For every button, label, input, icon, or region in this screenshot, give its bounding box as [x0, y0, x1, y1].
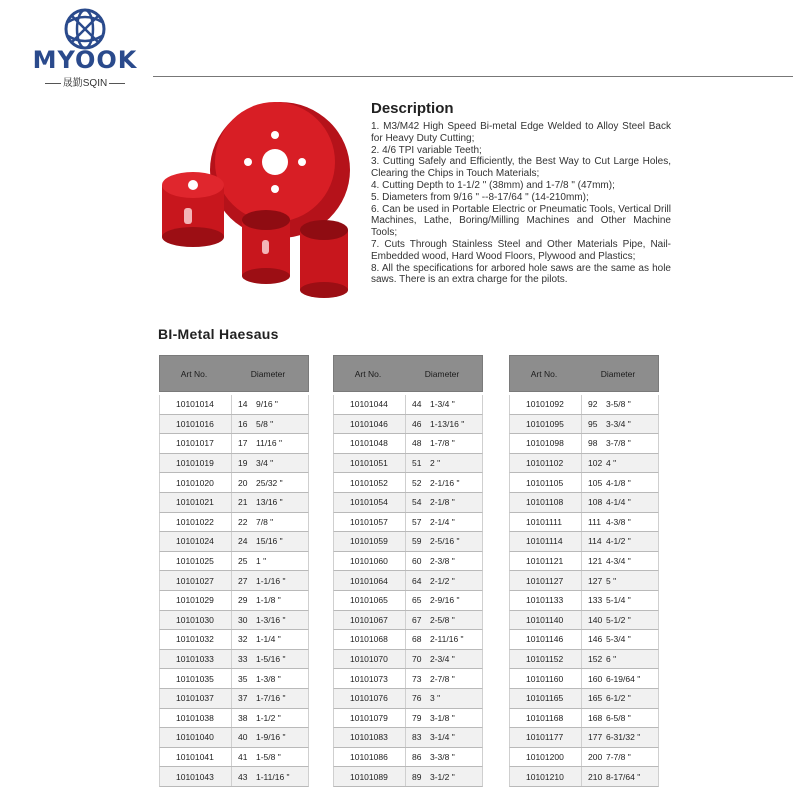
description-item: 6. Can be used in Portable Electric or Pneumatic Tools, Vertical Drill Machines, Lathe, Boring/Milling Machines and Other Machine Tools;: [371, 203, 671, 239]
diameter-inch-cell: 6-5/8 ": [606, 712, 631, 723]
table-row: [509, 415, 659, 435]
diameter-inch-cell: 4-1/2 ": [606, 536, 631, 547]
diameter-inch-cell: 2-11/16 ": [430, 634, 464, 645]
diameter-header: Diameter: [424, 368, 460, 379]
diameter-mm-cell: 102: [588, 458, 603, 469]
table-row: [159, 395, 309, 415]
diameter-mm-cell: 19: [238, 458, 248, 469]
diameter-mm-cell: 14: [238, 399, 248, 410]
brand-subtitle-row: [30, 74, 140, 89]
diameter-inch-cell: 1-11/16 ": [256, 771, 290, 782]
diameter-mm-cell: 33: [238, 654, 248, 665]
diameter-mm-cell: 60: [412, 556, 422, 567]
diameter-mm-cell: 59: [412, 536, 422, 547]
table-row: [333, 552, 483, 572]
art-no-cell: 10101059: [334, 532, 406, 551]
diameter-mm-cell: 76: [412, 693, 422, 704]
diameter-inch-cell: 3 ": [430, 693, 441, 704]
diameter-inch-cell: 3-3/8 ": [430, 751, 455, 762]
diameter-inch-cell: 4-3/8 ": [606, 516, 631, 527]
diameter-inch-cell: 6-19/64 ": [606, 673, 641, 684]
table-row: [509, 591, 659, 611]
diameter-mm-cell: 17: [238, 438, 248, 449]
diameter-mm-cell: 22: [238, 516, 248, 527]
diameter-mm-cell: 152: [588, 654, 603, 665]
description-item: 7. Cuts Through Stainless Steel and Other Materials Pipe, Nail-Embedded wood, Hard Wood Floors, Plywood and Plastics;: [371, 238, 671, 262]
divider: [45, 83, 61, 84]
table-row: [159, 513, 309, 533]
diameter-inch-cell: 1-5/8 ": [256, 751, 281, 762]
diameter-mm-cell: 44: [412, 399, 422, 410]
art-no-header: Art No.: [354, 368, 382, 379]
diameter-inch-cell: 6 ": [606, 654, 617, 665]
diameter-mm-cell: 140: [588, 614, 603, 625]
diameter-mm-cell: 98: [588, 438, 598, 449]
diameter-mm-cell: 86: [412, 751, 422, 762]
diameter-header: Diameter: [250, 368, 286, 379]
table-row: [159, 454, 309, 474]
table-row: [509, 571, 659, 591]
table-row: [333, 611, 483, 631]
table-row: [509, 767, 659, 787]
diameter-inch-cell: 1-3/4 ": [430, 399, 455, 410]
diameter-mm-cell: 68: [412, 634, 422, 645]
medium-hole-saw: [242, 210, 290, 284]
table-row: [509, 689, 659, 709]
diameter-inch-cell: 1-7/16 ": [256, 693, 286, 704]
diameter-mm-cell: 108: [588, 497, 603, 508]
art-no-cell: 10101052: [334, 473, 406, 492]
table-row: [333, 591, 483, 611]
art-no-cell: 10101060: [334, 552, 406, 571]
description-item: 8. All the specifications for arbored hole saws are the same as hole saws. There is an extra charge for the pilots.: [371, 262, 671, 286]
diameter-mm-cell: 146: [588, 634, 603, 645]
art-no-cell: 10101160: [510, 669, 582, 688]
table-row: [159, 650, 309, 670]
diameter-mm-cell: 67: [412, 614, 422, 625]
table-row: [509, 728, 659, 748]
table-row: [159, 552, 309, 572]
table-body: [509, 395, 659, 787]
diameter-mm-cell: 43: [238, 771, 248, 782]
diameter-mm-cell: 127: [588, 575, 603, 586]
diameter-mm-cell: 73: [412, 673, 422, 684]
diameter-inch-cell: 3/4 ": [256, 458, 274, 469]
art-no-cell: 10101210: [510, 767, 582, 786]
art-no-cell: 10101083: [334, 728, 406, 747]
diameter-inch-cell: 1-13/16 ": [430, 418, 465, 429]
art-no-cell: 10101073: [334, 669, 406, 688]
diameter-inch-cell: 2-5/8 ": [430, 614, 455, 625]
diameter-mm-cell: 95: [588, 418, 598, 429]
diameter-inch-cell: 3-1/8 ": [430, 712, 455, 723]
diameter-mm-cell: 40: [238, 732, 248, 743]
diameter-mm-cell: 57: [412, 516, 422, 527]
diameter-mm-cell: 37: [238, 693, 248, 704]
diameter-mm-cell: 168: [588, 712, 603, 723]
diameter-mm-cell: 105: [588, 477, 603, 488]
table-row: [333, 415, 483, 435]
table-row: [159, 591, 309, 611]
art-no-cell: 10101114: [510, 532, 582, 551]
brand-name: MYOOK: [32, 46, 138, 74]
table-row: [159, 767, 309, 787]
art-no-cell: 10101046: [334, 415, 406, 434]
diameter-inch-cell: 7-7/8 ": [606, 751, 631, 762]
diameter-mm-cell: 48: [412, 438, 422, 449]
table-header: [509, 355, 659, 392]
diameter-inch-cell: 1-7/8 ": [430, 438, 455, 449]
table-row: [159, 571, 309, 591]
description-item: 4. Cutting Depth to 1-1/2 " (38mm) and 1-7/8 " (47mm);: [371, 179, 615, 191]
table-row: [333, 493, 483, 513]
art-no-cell: 10101037: [160, 689, 232, 708]
diameter-mm-cell: 27: [238, 575, 248, 586]
table-row: [333, 650, 483, 670]
table-row: [333, 728, 483, 748]
diameter-mm-cell: 133: [588, 595, 603, 606]
diameter-inch-cell: 1-3/16 ": [256, 614, 286, 625]
art-no-cell: 10101111: [510, 513, 582, 532]
art-no-header: Art No.: [180, 368, 208, 379]
table-row: [333, 395, 483, 415]
diameter-mm-cell: 83: [412, 732, 422, 743]
spec-table-3: [509, 355, 659, 787]
description-item: 1. M3/M42 High Speed Bi-metal Edge Welded to Alloy Steel Back for Heavy Duty Cutting;: [371, 121, 671, 144]
description-item: 3. Cutting Safely and Efficiently, the Best Way to Cut Large Holes, Clearing the Chips in Touch Materials;: [371, 156, 671, 180]
diameter-inch-cell: 4-1/4 ": [606, 497, 631, 508]
table-body: [333, 395, 483, 787]
description-item: 2. 4/6 TPI variable Teeth;: [371, 144, 482, 156]
table-row: [333, 669, 483, 689]
table-row: [159, 748, 309, 768]
table-row: [509, 709, 659, 729]
diameter-mm-cell: 30: [238, 614, 248, 625]
diameter-mm-cell: 51: [412, 458, 422, 469]
diameter-mm-cell: 21: [238, 497, 248, 508]
diameter-mm-cell: 200: [588, 751, 603, 762]
diameter-mm-cell: 92: [588, 399, 598, 410]
diameter-inch-cell: 4-1/8 ": [606, 477, 631, 488]
art-no-cell: 10101086: [334, 748, 406, 767]
art-no-cell: 10101079: [334, 709, 406, 728]
brand-logo: [30, 6, 140, 88]
diameter-mm-cell: 20: [238, 477, 248, 488]
art-no-cell: 10101068: [334, 630, 406, 649]
diameter-inch-cell: 3-5/8 ": [606, 399, 631, 410]
diameter-inch-cell: 1-1/16 ": [256, 575, 286, 586]
art-no-cell: 10101020: [160, 473, 232, 492]
globe-logo-icon: [62, 8, 108, 50]
spec-table-2: [333, 355, 483, 787]
diameter-inch-cell: 1-1/2 ": [256, 712, 281, 723]
diameter-inch-cell: 1-1/8 ": [256, 595, 281, 606]
brand-subtitle: 晟勤SQIN: [62, 78, 108, 89]
diameter-mm-cell: 177: [588, 732, 603, 743]
table-row: [509, 611, 659, 631]
spec-table-1: [159, 355, 309, 787]
diameter-mm-cell: 114: [588, 536, 602, 547]
diameter-inch-cell: 7/8 ": [256, 516, 274, 527]
art-no-cell: 10101065: [334, 591, 406, 610]
art-no-cell: 10101102: [510, 454, 582, 473]
diameter-inch-cell: 5-3/4 ": [606, 634, 631, 645]
art-no-cell: 10101165: [510, 689, 582, 708]
table-row: [509, 493, 659, 513]
art-no-cell: 10101017: [160, 434, 232, 453]
diameter-inch-cell: 1-5/16 ": [256, 654, 286, 665]
art-no-cell: 10101064: [334, 571, 406, 590]
diameter-inch-cell: 9/16 ": [256, 399, 278, 410]
table-row: [333, 513, 483, 533]
diameter-inch-cell: 1-9/16 ": [256, 732, 286, 743]
diameter-inch-cell: 3-1/4 ": [430, 732, 455, 743]
art-no-cell: 10101098: [510, 434, 582, 453]
table-row: [159, 493, 309, 513]
diameter-mm-cell: 160: [588, 673, 603, 684]
art-no-cell: 10101041: [160, 748, 232, 767]
art-no-cell: 10101146: [510, 630, 582, 649]
art-no-cell: 10101014: [160, 395, 232, 414]
diameter-mm-cell: 38: [238, 712, 248, 723]
art-no-cell: 10101177: [510, 728, 582, 747]
art-no-cell: 10101040: [160, 728, 232, 747]
table-row: [509, 434, 659, 454]
diameter-inch-cell: 5-1/2 ": [606, 614, 631, 625]
table-row: [333, 532, 483, 552]
table-row: [159, 611, 309, 631]
diameter-inch-cell: 5-1/4 ": [606, 595, 631, 606]
art-no-cell: 10101133: [510, 591, 582, 610]
diameter-mm-cell: 89: [412, 771, 422, 782]
table-row: [509, 532, 659, 552]
diameter-inch-cell: 25/32 ": [256, 477, 283, 488]
art-no-cell: 10101016: [160, 415, 232, 434]
table-row: [509, 748, 659, 768]
diameter-mm-cell: 46: [412, 418, 422, 429]
table-row: [509, 513, 659, 533]
table-row: [509, 454, 659, 474]
table-row: [159, 473, 309, 493]
diameter-inch-cell: 15/16 ": [256, 536, 283, 547]
table-row: [509, 669, 659, 689]
art-no-cell: 10101051: [334, 454, 406, 473]
diameter-header: Diameter: [600, 368, 636, 379]
art-no-cell: 10101140: [510, 611, 582, 630]
table-row: [333, 434, 483, 454]
art-no-cell: 10101024: [160, 532, 232, 551]
art-no-cell: 10101092: [510, 395, 582, 414]
art-no-header: Art No.: [530, 368, 558, 379]
art-no-cell: 10101027: [160, 571, 232, 590]
diameter-mm-cell: 35: [238, 673, 248, 684]
diameter-inch-cell: 3-7/8 ": [606, 438, 631, 449]
art-no-cell: 10101030: [160, 611, 232, 630]
table-header: [333, 355, 483, 392]
diameter-inch-cell: 2-3/4 ": [430, 654, 455, 665]
table-row: [509, 395, 659, 415]
hole-saw-product-image: [150, 90, 360, 300]
table-row: [333, 630, 483, 650]
diameter-inch-cell: 6-31/32 ": [606, 732, 641, 743]
diameter-mm-cell: 65: [412, 595, 422, 606]
table-row: [509, 552, 659, 572]
table-row: [333, 767, 483, 787]
art-no-cell: 10101095: [510, 415, 582, 434]
art-no-cell: 10101043: [160, 767, 232, 786]
diameter-mm-cell: 121: [588, 556, 603, 567]
small-hole-saw: [162, 172, 224, 247]
table-row: [159, 728, 309, 748]
art-no-cell: 10101054: [334, 493, 406, 512]
table-row: [333, 473, 483, 493]
diameter-inch-cell: 2-1/2 ": [430, 575, 455, 586]
art-no-cell: 10101044: [334, 395, 406, 414]
diameter-inch-cell: 1 ": [256, 556, 267, 567]
art-no-cell: 10101021: [160, 493, 232, 512]
table-row: [509, 473, 659, 493]
table-row: [509, 630, 659, 650]
art-no-cell: 10101127: [510, 571, 582, 590]
art-no-cell: 10101105: [510, 473, 582, 492]
description-title: Description: [371, 100, 454, 117]
diameter-mm-cell: 41: [238, 751, 248, 762]
table-row: [159, 709, 309, 729]
table-row: [333, 689, 483, 709]
art-no-cell: 10101029: [160, 591, 232, 610]
header-divider: [153, 76, 793, 77]
diameter-inch-cell: 13/16 ": [256, 497, 283, 508]
art-no-cell: 10101152: [510, 650, 582, 669]
diameter-inch-cell: 2-9/16 ": [430, 595, 460, 606]
description-list: [371, 121, 671, 286]
diameter-inch-cell: 8-17/64 ": [606, 771, 641, 782]
art-no-cell: 10101033: [160, 650, 232, 669]
diameter-inch-cell: 2-3/8 ": [430, 556, 455, 567]
diameter-mm-cell: 64: [412, 575, 422, 586]
diameter-mm-cell: 70: [412, 654, 422, 665]
diameter-inch-cell: 2-1/8 ": [430, 497, 455, 508]
description-block: [371, 100, 671, 286]
diameter-inch-cell: 6-1/2 ": [606, 693, 631, 704]
table-row: [159, 689, 309, 709]
section-title: BI-Metal Haesaus: [158, 326, 279, 342]
diameter-inch-cell: 1-3/8 ": [256, 673, 281, 684]
diameter-mm-cell: 54: [412, 497, 422, 508]
art-no-cell: 10101019: [160, 454, 232, 473]
diameter-inch-cell: 2-5/16 ": [430, 536, 460, 547]
art-no-cell: 10101032: [160, 630, 232, 649]
table-row: [159, 532, 309, 552]
table-row: [333, 571, 483, 591]
art-no-cell: 10101070: [334, 650, 406, 669]
art-no-cell: 10101025: [160, 552, 232, 571]
diameter-inch-cell: 11/16 ": [256, 438, 283, 449]
diameter-inch-cell: 2-1/16 ": [430, 477, 460, 488]
diameter-mm-cell: 52: [412, 477, 422, 488]
table-row: [159, 415, 309, 435]
art-no-cell: 10101057: [334, 513, 406, 532]
diameter-mm-cell: 165: [588, 693, 603, 704]
diameter-mm-cell: 79: [412, 712, 422, 723]
diameter-mm-cell: 210: [588, 771, 603, 782]
art-no-cell: 10101076: [334, 689, 406, 708]
table-body: [159, 395, 309, 787]
art-no-cell: 10101108: [510, 493, 582, 512]
table-header: [159, 355, 309, 392]
table-row: [159, 669, 309, 689]
description-item: 5. Diameters from 9/16 " --8-17/64 " (14-210mm);: [371, 191, 589, 203]
art-no-cell: 10101048: [334, 434, 406, 453]
diameter-inch-cell: 5/8 ": [256, 418, 274, 429]
diameter-inch-cell: 1-1/4 ": [256, 634, 281, 645]
diameter-mm-cell: 25: [238, 556, 248, 567]
art-no-cell: 10101035: [160, 669, 232, 688]
diameter-mm-cell: 29: [238, 595, 248, 606]
table-row: [333, 454, 483, 474]
diameter-mm-cell: 16: [238, 418, 248, 429]
diameter-inch-cell: 3-3/4 ": [606, 418, 631, 429]
diameter-inch-cell: 2 ": [430, 458, 441, 469]
table-row: [159, 630, 309, 650]
divider: [109, 83, 125, 84]
diameter-inch-cell: 3-1/2 ": [430, 771, 455, 782]
diameter-inch-cell: 5 ": [606, 575, 617, 586]
diameter-mm-cell: 32: [238, 634, 248, 645]
art-no-cell: 10101200: [510, 748, 582, 767]
diameter-inch-cell: 2-7/8 ": [430, 673, 455, 684]
diameter-mm-cell: 111: [588, 516, 601, 527]
table-row: [159, 434, 309, 454]
art-no-cell: 10101038: [160, 709, 232, 728]
diameter-inch-cell: 2-1/4 ": [430, 516, 455, 527]
diameter-inch-cell: 4 ": [606, 458, 617, 469]
art-no-cell: 10101089: [334, 767, 406, 786]
art-no-cell: 10101067: [334, 611, 406, 630]
table-row: [509, 650, 659, 670]
art-no-cell: 10101168: [510, 709, 582, 728]
diameter-mm-cell: 24: [238, 536, 248, 547]
table-row: [333, 748, 483, 768]
table-row: [333, 709, 483, 729]
art-no-cell: 10101022: [160, 513, 232, 532]
art-no-cell: 10101121: [510, 552, 582, 571]
diameter-inch-cell: 4-3/4 ": [606, 556, 631, 567]
tall-hole-saw: [300, 220, 348, 298]
